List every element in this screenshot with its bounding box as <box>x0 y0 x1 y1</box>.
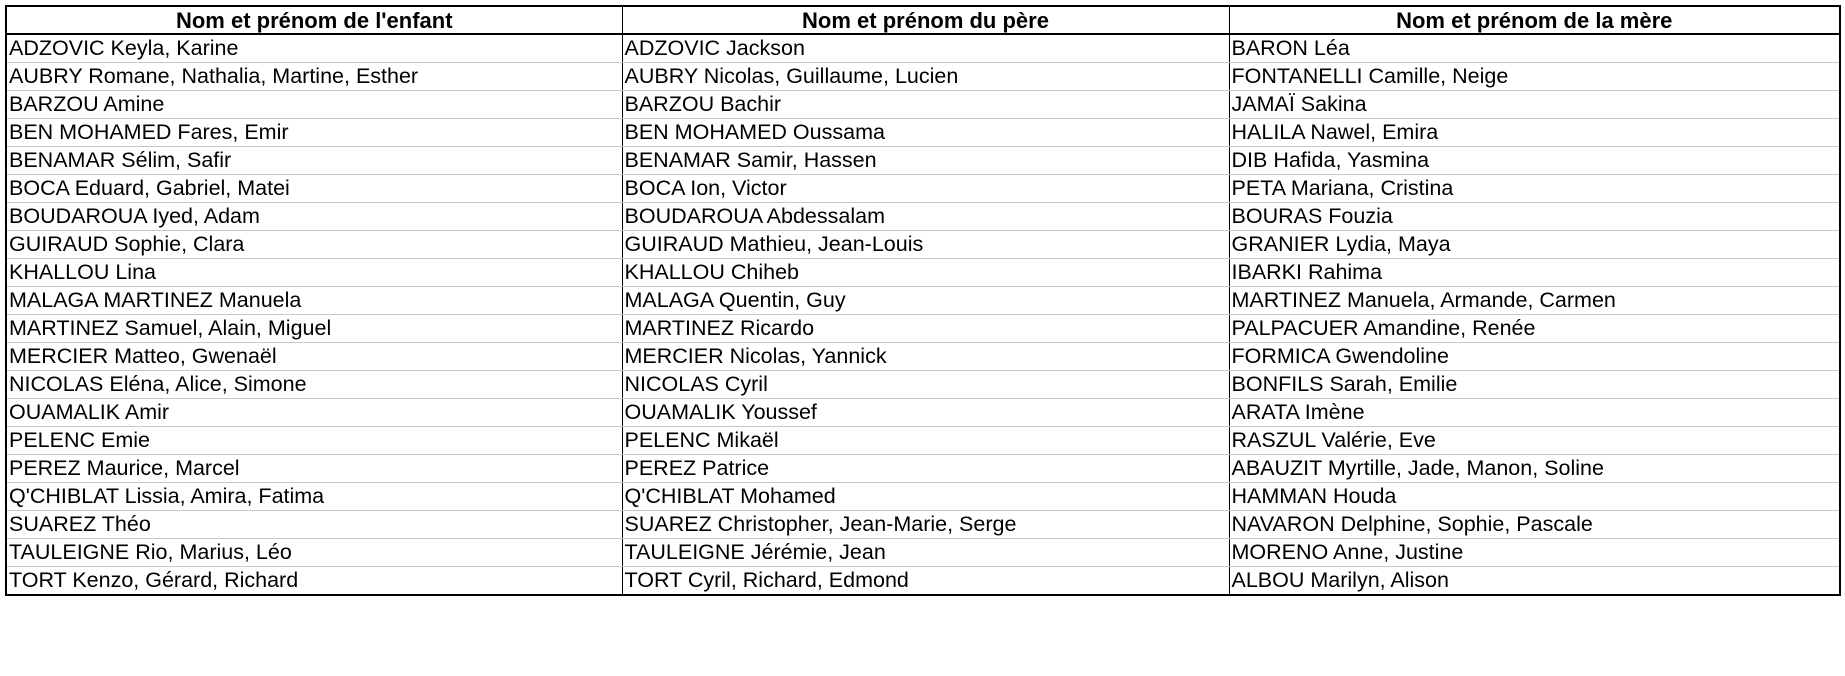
child-name-cell[interactable]: BOUDAROUA Iyed, Adam <box>6 203 622 231</box>
table-row <box>6 315 1840 343</box>
births-table <box>5 5 1841 596</box>
mother-name-cell[interactable]: HALILA Nawel, Emira <box>1229 119 1840 147</box>
child-name-cell[interactable]: TAULEIGNE Rio, Marius, Léo <box>6 539 622 567</box>
mother-name-cell[interactable]: FONTANELLI Camille, Neige <box>1229 63 1840 91</box>
table-row <box>6 371 1840 399</box>
child-name-cell[interactable]: BEN MOHAMED Fares, Emir <box>6 119 622 147</box>
father-name-cell[interactable]: MARTINEZ Ricardo <box>622 315 1229 343</box>
table-row <box>6 539 1840 567</box>
table-row <box>6 91 1840 119</box>
table-row <box>6 287 1840 315</box>
table-body <box>6 34 1840 595</box>
child-name-cell[interactable]: KHALLOU Lina <box>6 259 622 287</box>
mother-name-cell[interactable]: ARATA Imène <box>1229 399 1840 427</box>
child-name-cell[interactable]: BENAMAR Sélim, Safir <box>6 147 622 175</box>
father-name-cell[interactable]: TORT Cyril, Richard, Edmond <box>622 567 1229 596</box>
father-name-cell[interactable]: PELENC Mikaël <box>622 427 1229 455</box>
father-name-cell[interactable]: MALAGA Quentin, Guy <box>622 287 1229 315</box>
mother-name-cell[interactable]: BONFILS Sarah, Emilie <box>1229 371 1840 399</box>
mother-name-cell[interactable]: DIB Hafida, Yasmina <box>1229 147 1840 175</box>
mother-name-cell[interactable]: BOURAS Fouzia <box>1229 203 1840 231</box>
child-name-cell[interactable]: GUIRAUD Sophie, Clara <box>6 231 622 259</box>
father-name-cell[interactable]: AUBRY Nicolas, Guillaume, Lucien <box>622 63 1229 91</box>
father-name-cell[interactable]: BOUDAROUA Abdessalam <box>622 203 1229 231</box>
mother-name-cell[interactable]: ALBOU Marilyn, Alison <box>1229 567 1840 596</box>
mother-name-cell[interactable]: NAVARON Delphine, Sophie, Pascale <box>1229 511 1840 539</box>
table-row <box>6 63 1840 91</box>
child-name-cell[interactable]: AUBRY Romane, Nathalia, Martine, Esther <box>6 63 622 91</box>
father-name-cell[interactable]: GUIRAUD Mathieu, Jean-Louis <box>622 231 1229 259</box>
child-name-cell[interactable]: MARTINEZ Samuel, Alain, Miguel <box>6 315 622 343</box>
header-father-name[interactable]: Nom et prénom du père <box>622 6 1229 34</box>
father-name-cell[interactable]: NICOLAS Cyril <box>622 371 1229 399</box>
table-row <box>6 455 1840 483</box>
spreadsheet-area <box>5 5 1839 596</box>
child-name-cell[interactable]: TORT Kenzo, Gérard, Richard <box>6 567 622 596</box>
mother-name-cell[interactable]: FORMICA Gwendoline <box>1229 343 1840 371</box>
header-child-name[interactable]: Nom et prénom de l'enfant <box>6 6 622 34</box>
mother-name-cell[interactable]: PETA Mariana, Cristina <box>1229 175 1840 203</box>
father-name-cell[interactable]: OUAMALIK Youssef <box>622 399 1229 427</box>
father-name-cell[interactable]: BENAMAR Samir, Hassen <box>622 147 1229 175</box>
mother-name-cell[interactable]: HAMMAN Houda <box>1229 483 1840 511</box>
father-name-cell[interactable]: KHALLOU Chiheb <box>622 259 1229 287</box>
child-name-cell[interactable]: Q'CHIBLAT Lissia, Amira, Fatima <box>6 483 622 511</box>
mother-name-cell[interactable]: MORENO Anne, Justine <box>1229 539 1840 567</box>
mother-name-cell[interactable]: BARON Léa <box>1229 34 1840 63</box>
child-name-cell[interactable]: SUAREZ Théo <box>6 511 622 539</box>
table-row <box>6 175 1840 203</box>
father-name-cell[interactable]: SUAREZ Christopher, Jean-Marie, Serge <box>622 511 1229 539</box>
father-name-cell[interactable]: ADZOVIC Jackson <box>622 34 1229 63</box>
father-name-cell[interactable]: TAULEIGNE Jérémie, Jean <box>622 539 1229 567</box>
mother-name-cell[interactable]: IBARKI Rahima <box>1229 259 1840 287</box>
table-row <box>6 427 1840 455</box>
mother-name-cell[interactable]: MARTINEZ Manuela, Armande, Carmen <box>1229 287 1840 315</box>
mother-name-cell[interactable]: GRANIER Lydia, Maya <box>1229 231 1840 259</box>
table-row <box>6 399 1840 427</box>
father-name-cell[interactable]: MERCIER Nicolas, Yannick <box>622 343 1229 371</box>
mother-name-cell[interactable]: PALPACUER Amandine, Renée <box>1229 315 1840 343</box>
table-row <box>6 259 1840 287</box>
child-name-cell[interactable]: PEREZ Maurice, Marcel <box>6 455 622 483</box>
child-name-cell[interactable]: BARZOU Amine <box>6 91 622 119</box>
table-row <box>6 343 1840 371</box>
table-row <box>6 567 1840 596</box>
table-row <box>6 119 1840 147</box>
father-name-cell[interactable]: PEREZ Patrice <box>622 455 1229 483</box>
mother-name-cell[interactable]: ABAUZIT Myrtille, Jade, Manon, Soline <box>1229 455 1840 483</box>
table-row <box>6 203 1840 231</box>
child-name-cell[interactable]: NICOLAS Eléna, Alice, Simone <box>6 371 622 399</box>
child-name-cell[interactable]: MALAGA MARTINEZ Manuela <box>6 287 622 315</box>
header-row <box>6 6 1840 34</box>
child-name-cell[interactable]: BOCA Eduard, Gabriel, Matei <box>6 175 622 203</box>
table-row <box>6 231 1840 259</box>
father-name-cell[interactable]: BEN MOHAMED Oussama <box>622 119 1229 147</box>
father-name-cell[interactable]: Q'CHIBLAT Mohamed <box>622 483 1229 511</box>
father-name-cell[interactable]: BARZOU Bachir <box>622 91 1229 119</box>
table-row <box>6 147 1840 175</box>
father-name-cell[interactable]: BOCA Ion, Victor <box>622 175 1229 203</box>
child-name-cell[interactable]: OUAMALIK Amir <box>6 399 622 427</box>
child-name-cell[interactable]: ADZOVIC Keyla, Karine <box>6 34 622 63</box>
table-row <box>6 34 1840 63</box>
header-mother-name[interactable]: Nom et prénom de la mère <box>1229 6 1840 34</box>
table-row <box>6 511 1840 539</box>
child-name-cell[interactable]: PELENC Emie <box>6 427 622 455</box>
table-row <box>6 483 1840 511</box>
mother-name-cell[interactable]: JAMAÏ Sakina <box>1229 91 1840 119</box>
mother-name-cell[interactable]: RASZUL Valérie, Eve <box>1229 427 1840 455</box>
child-name-cell[interactable]: MERCIER Matteo, Gwenaël <box>6 343 622 371</box>
